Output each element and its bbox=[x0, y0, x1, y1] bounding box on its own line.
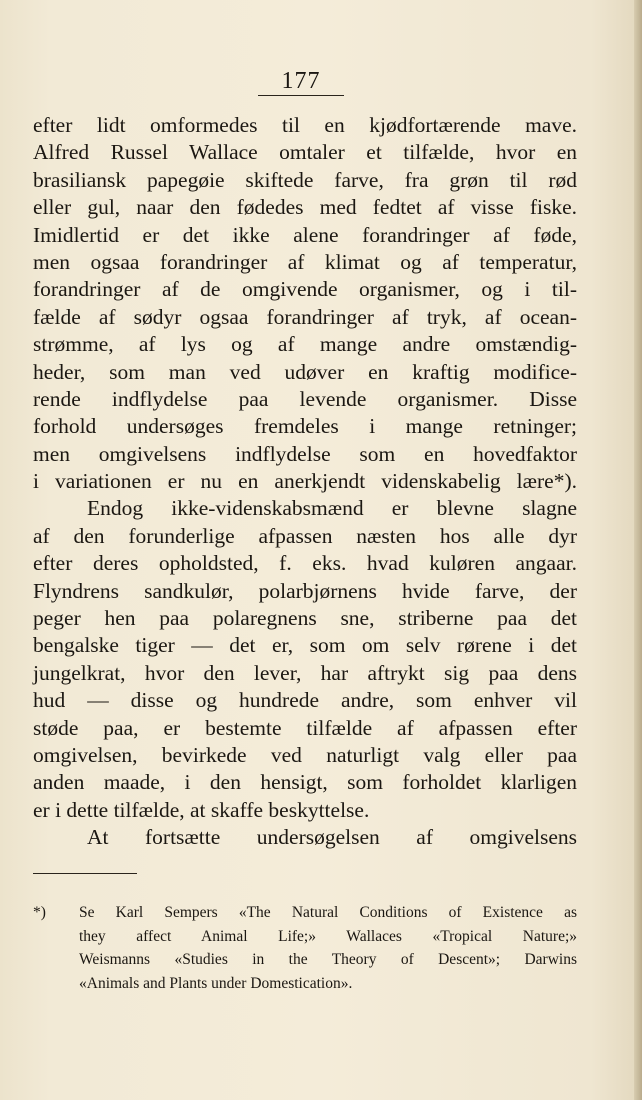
text-line: anden maade, i den hensigt, som forholdet klarligen bbox=[33, 770, 577, 795]
text-line: Alfred Russel Wallace omtaler et tilfælde, hvor en bbox=[33, 140, 577, 165]
text-line: rende indflydelse paa levende organismer. Disse bbox=[33, 386, 577, 411]
footnote-line: «Animals and Plants under Domestication». bbox=[79, 974, 353, 992]
page-number-rule bbox=[258, 95, 344, 96]
text-line: af den forunderlige afpassen næsten hos alle dyr bbox=[33, 523, 577, 548]
text-line: Imidlertid er det ikke alene forandringer af føde, bbox=[33, 222, 577, 247]
text-line: støde paa, er bestemte tilfælde af afpassen efter bbox=[33, 715, 577, 740]
page-number: 177 bbox=[281, 68, 321, 94]
text-line: jungelkrat, hvor den lever, har aftrykt sig paa dens bbox=[33, 660, 577, 685]
text-line: peger hen paa polaregnens sne, striberne paa det bbox=[33, 606, 577, 631]
text-line: forandringer af de omgivende organismer, og i til- bbox=[33, 277, 577, 302]
text-line: bengalske tiger — det er, som om selv rørene i det bbox=[33, 633, 577, 658]
footnote-text: Se Karl Sempers «The Natural Conditions of Existence as bbox=[79, 904, 577, 921]
text-line: Flyndrens sandkulør, polarbjørnens hvide farve, der bbox=[33, 578, 577, 603]
text-line: fælde af sødyr ogsaa forandringer af tryk, af ocean- bbox=[33, 304, 577, 329]
text-line: i variationen er nu en anerkjendt videnskabelig lære*). bbox=[33, 469, 577, 494]
page-edge bbox=[634, 0, 642, 1100]
body-text bbox=[33, 112, 577, 852]
text-line: omgivelsen, bevirkede ved naturligt valg eller paa bbox=[33, 742, 577, 767]
footnote-line: they affect Animal Life;» Wallaces «Tropical Nature;» bbox=[79, 927, 577, 945]
footnote bbox=[33, 901, 577, 995]
text-line: men omgivelsens indflydelse som en hovedfaktor bbox=[33, 441, 577, 466]
paragraph-first-line: Endog ikke-videnskabsmænd er blevne slagne bbox=[87, 496, 577, 521]
paragraph-last-line: er i dette tilfælde, at skaffe beskyttelse. bbox=[33, 797, 370, 822]
text-line: forhold undersøges fremdeles i mange retninger; bbox=[33, 414, 577, 439]
text-line: men ogsaa forandringer af klimat og af temperatur, bbox=[33, 249, 577, 274]
footnote-marker: *) bbox=[33, 904, 46, 921]
footnote-line bbox=[33, 901, 577, 925]
text-line: strømme, af lys og af mange andre omstændig- bbox=[33, 332, 577, 357]
text-line: hud — disse og hundrede andre, som enhver vil bbox=[33, 688, 577, 713]
text-line: brasiliansk papegøie skiftede farve, fra grøn til rød bbox=[33, 167, 577, 192]
text-line: efter lidt omformedes til en kjødfortærende mave. bbox=[33, 113, 577, 137]
text-line: efter deres opholdsted, f. eks. hvad kuløren angaar. bbox=[33, 551, 577, 576]
footnote-line: Weismanns «Studies in the Theory of Descent»; Darwins bbox=[79, 951, 577, 968]
footnote-rule bbox=[33, 873, 137, 874]
paragraph-first-line: At fortsætte undersøgelsen af omgivelsens bbox=[87, 825, 577, 850]
text-line: heder, som man ved udøver en kraftig modifice- bbox=[33, 359, 577, 384]
text-line: eller gul, naar den fødedes med fedtet af visse fiske. bbox=[33, 195, 577, 220]
